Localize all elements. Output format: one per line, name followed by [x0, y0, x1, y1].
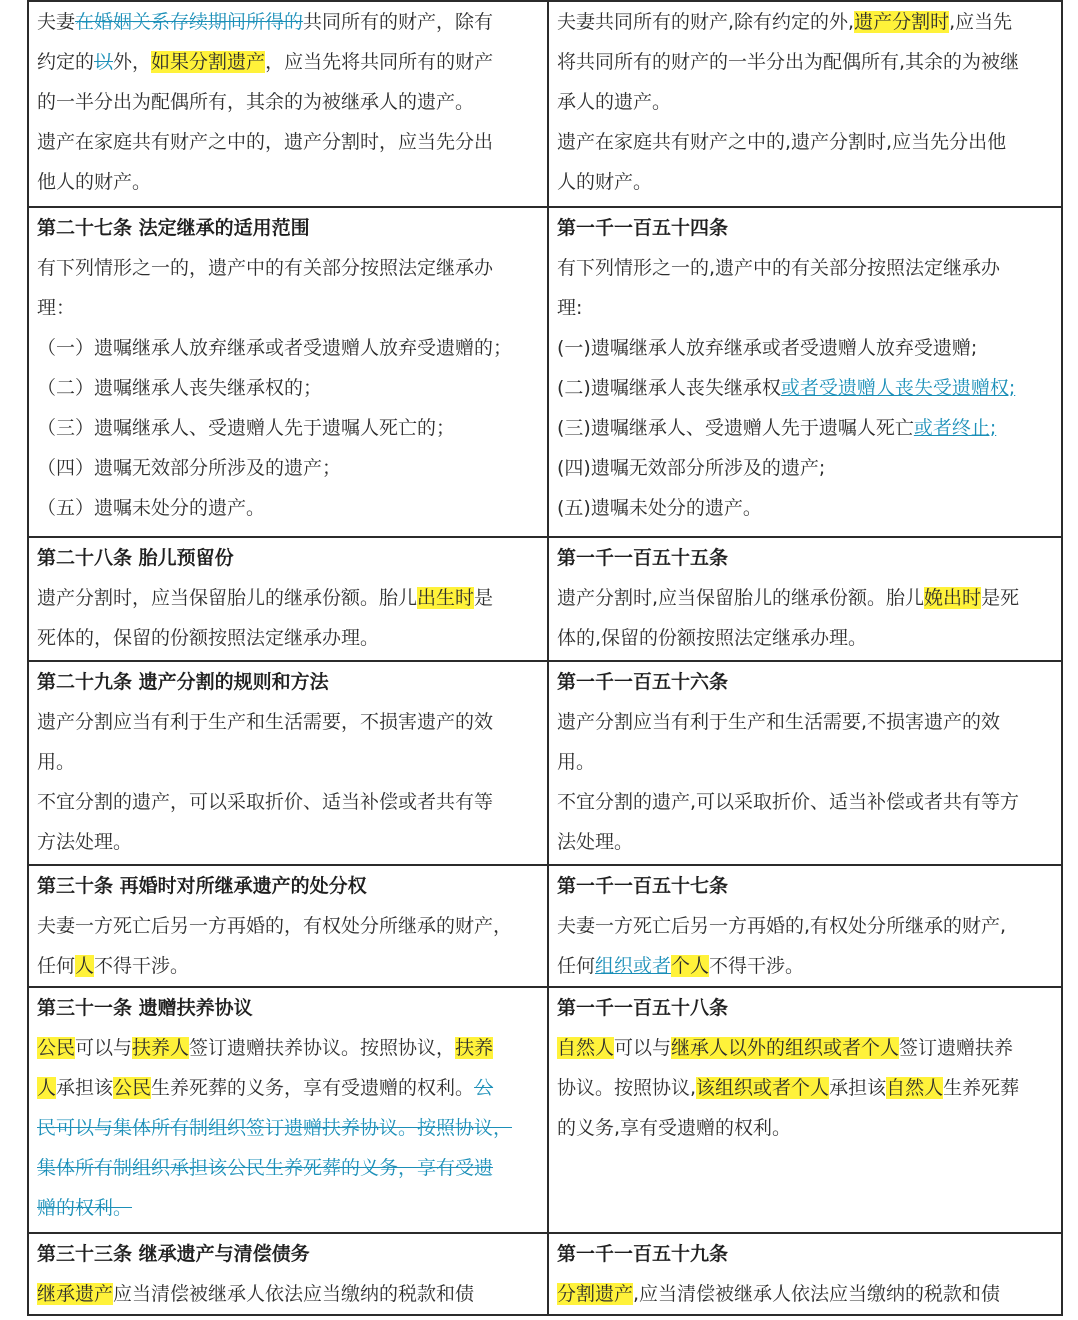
highlight: 人: [37, 1077, 57, 1099]
text-line: [557, 538, 1053, 578]
text-line: [557, 618, 1053, 658]
old-law-cell: [28, 661, 548, 865]
old-law-cell: [28, 1233, 548, 1315]
text-line: [557, 288, 1053, 328]
text-segment: 的一半分出为配偶所有，其余的为被继承人的遗产。: [37, 91, 475, 113]
deleted-text: 集体所有制组织承担该公民生养死葬的义务，享有受遗: [37, 1157, 494, 1179]
text-line: [557, 1108, 1053, 1148]
text-segment: 承人的遗产。: [557, 91, 672, 113]
text-segment: 应当清偿被继承人依法应当缴纳的税款和债: [113, 1283, 475, 1305]
text-segment: 遗产在家庭共有财产之中的,遗产分割时,应当先分出他: [557, 131, 1007, 153]
text-line: [557, 368, 1053, 408]
article-row: [28, 537, 1062, 661]
text-line: [37, 742, 539, 782]
text-segment: 夫妻一方死亡后另一方再婚的，有权处分所继承的财产，: [37, 915, 513, 937]
text-line: [37, 988, 539, 1028]
text-segment: ,应当清偿被继承人依法应当缴纳的税款和债: [633, 1283, 1001, 1305]
civil-code-cell: [548, 987, 1062, 1233]
text-segment: 可以与: [75, 1037, 133, 1059]
old-law-cell: [28, 537, 548, 661]
text-line: [37, 1148, 539, 1188]
highlight: 自然人: [557, 1037, 615, 1059]
text-segment: 夫妻一方死亡后另一方再婚的,有权处分所继承的财产,: [557, 915, 1007, 937]
civil-code-cell: [548, 661, 1062, 865]
text-line: [557, 488, 1053, 528]
text-segment: 签订遗赠扶养协议。按照协议，: [189, 1037, 456, 1059]
old-law-cell: [28, 207, 548, 537]
text-line: [37, 248, 539, 288]
text-segment: 任何: [37, 955, 76, 977]
text-segment: 遗产分割时，应当保留胎儿的继承份额。胎儿: [37, 587, 418, 609]
article-heading: 第三十三条 继承遗产与清偿债务: [37, 1243, 310, 1265]
text-segment: 承担该: [829, 1077, 887, 1099]
text-line: [37, 288, 539, 328]
text-line: [557, 866, 1053, 906]
text-segment: （二）遗嘱继承人丧失继承权的；: [37, 377, 323, 399]
text-segment: (三)遗嘱继承人、受遗赠人先于遗嘱人死亡: [557, 417, 914, 439]
text-segment: 体的,保留的份额按照法定继承办理。: [557, 627, 868, 649]
civil-code-cell: [548, 207, 1062, 537]
law-comparison-table: [27, 0, 1063, 1316]
text-line: [37, 42, 539, 82]
civil-code-cell: [548, 1233, 1062, 1315]
civil-code-cell: [548, 537, 1062, 661]
text-line: [37, 782, 539, 822]
highlight: 该组织或者个人: [696, 1077, 830, 1099]
text-line: [557, 408, 1053, 448]
text-line: [37, 328, 539, 368]
text-segment: 签订遗赠扶养: [899, 1037, 1014, 1059]
article-heading: 第二十八条 胎儿预留份: [37, 547, 234, 569]
text-segment: 共同所有的财产，除有: [303, 11, 494, 33]
text-segment: 夫妻: [37, 11, 76, 33]
highlight: 人: [75, 955, 95, 977]
text-segment: 不宜分割的遗产,可以采取折价、适当补偿或者共有等方: [557, 791, 1020, 813]
highlight: 继承遗产: [37, 1283, 114, 1305]
article-row: [28, 1, 1062, 207]
text-segment: 他人的财产。: [37, 171, 152, 193]
old-law-cell: [28, 1, 548, 207]
highlight: 自然人: [886, 1077, 944, 1099]
text-line: [557, 1274, 1053, 1314]
text-segment: 外，: [113, 51, 152, 73]
inserted-text: 或者受遗赠人丧失受遗赠权;: [780, 377, 1016, 399]
text-line: [557, 906, 1053, 946]
text-line: [37, 538, 539, 578]
text-segment: 遗产在家庭共有财产之中的，遗产分割时，应当先分出: [37, 131, 494, 153]
article-heading: 第一千一百五十七条: [557, 875, 729, 897]
text-line: [557, 248, 1053, 288]
article-heading: 第二十九条 遗产分割的规则和方法: [37, 671, 329, 693]
text-segment: ,应当先: [949, 11, 1013, 33]
text-segment: ，应当先将共同所有的财产: [265, 51, 494, 73]
text-segment: 不得干涉。: [94, 955, 190, 977]
highlight: 个人: [671, 955, 710, 977]
text-segment: 任何: [557, 955, 596, 977]
text-segment: 将共同所有的财产的一半分出为配偶所有,其余的为被继: [557, 51, 1020, 73]
highlight: 公民: [37, 1037, 76, 1059]
text-line: [557, 988, 1053, 1028]
old-law-cell: [28, 865, 548, 987]
text-segment: 理:: [557, 297, 583, 319]
text-line: [37, 1274, 539, 1314]
article-heading: 第三十一条 遗赠扶养协议: [37, 997, 253, 1019]
text-line: [557, 662, 1053, 702]
text-segment: 生养死葬的义务，享有受遗赠的权利。: [151, 1077, 475, 1099]
text-line: [37, 618, 539, 658]
text-line: [37, 1234, 539, 1274]
text-line: [37, 122, 539, 162]
text-line: [37, 368, 539, 408]
highlight: 扶养: [455, 1037, 494, 1059]
article-row: [28, 1233, 1062, 1315]
text-segment: (二)遗嘱继承人丧失继承权: [557, 377, 781, 399]
civil-code-cell: [548, 865, 1062, 987]
text-line: [557, 782, 1053, 822]
text-line: [37, 1108, 539, 1148]
highlight: 遗产分割时: [854, 11, 950, 33]
article-heading: 第三十条 再婚时对所继承遗产的处分权: [37, 875, 367, 897]
text-line: [557, 742, 1053, 782]
text-segment: 死体的，保留的份额按照法定继承办理。: [37, 627, 380, 649]
article-heading: 第一千一百五十八条: [557, 997, 729, 1019]
article-heading: 第一千一百五十六条: [557, 671, 729, 693]
text-segment: 方法处理。: [37, 831, 133, 853]
text-segment: 生养死葬: [943, 1077, 1020, 1099]
highlight: 继承人以外的组织或者个人: [671, 1037, 900, 1059]
deleted-text: 赠的权利。: [37, 1197, 133, 1219]
article-heading: 第一千一百五十五条: [557, 547, 729, 569]
text-segment: 用。: [557, 751, 596, 773]
text-line: [557, 122, 1053, 162]
text-segment: （四）遗嘱无效部分所涉及的遗产；: [37, 457, 342, 479]
deleted-text: 公: [474, 1077, 494, 1099]
text-line: [37, 702, 539, 742]
text-line: [37, 448, 539, 488]
text-segment: 不宜分割的遗产，可以采取折价、适当补偿或者共有等: [37, 791, 494, 813]
article-row: [28, 987, 1062, 1233]
text-segment: 约定的: [37, 51, 95, 73]
text-segment: 遗产分割应当有利于生产和生活需要,不损害遗产的效: [557, 711, 1001, 733]
text-line: [37, 662, 539, 702]
text-segment: 有下列情形之一的，遗产中的有关部分按照法定继承办: [37, 257, 494, 279]
text-segment: 法处理。: [557, 831, 634, 853]
text-segment: 用。: [37, 751, 76, 773]
article-row: [28, 865, 1062, 987]
text-line: [37, 208, 539, 248]
text-segment: 是: [474, 587, 494, 609]
text-segment: (一)遗嘱继承人放弃继承或者受遗赠人放弃受遗赠;: [557, 337, 978, 359]
text-segment: 协议。按照协议,: [557, 1077, 697, 1099]
text-line: [557, 328, 1053, 368]
text-line: [557, 448, 1053, 488]
highlight: 扶养人: [132, 1037, 190, 1059]
highlight: 娩出时: [924, 587, 982, 609]
inserted-text: 或者终止;: [913, 417, 997, 439]
text-line: [37, 1028, 539, 1068]
text-line: [557, 2, 1053, 42]
inserted-text: 组织或者: [595, 955, 672, 977]
text-line: [37, 82, 539, 122]
text-segment: 理：: [37, 297, 76, 319]
comparison-document: [27, 0, 1059, 1312]
text-line: [37, 488, 539, 528]
deleted-text: 以: [94, 51, 114, 73]
text-segment: 遗产分割时,应当保留胎儿的继承份额。胎儿: [557, 587, 925, 609]
text-segment: （五）遗嘱未处分的遗产。: [37, 497, 266, 519]
text-segment: （一）遗嘱继承人放弃继承或者受遗赠人放弃受遗赠的；: [37, 337, 513, 359]
text-line: [37, 822, 539, 862]
article-heading: 第一千一百五十四条: [557, 217, 729, 239]
highlight: 出生时: [417, 587, 475, 609]
highlight: 分割遗产: [557, 1283, 634, 1305]
text-line: [557, 1234, 1053, 1274]
text-line: [557, 702, 1053, 742]
text-line: [37, 1068, 539, 1108]
text-line: [557, 578, 1053, 618]
text-line: [557, 822, 1053, 862]
text-line: [37, 408, 539, 448]
text-line: [37, 906, 539, 946]
highlight: 如果分割遗产: [151, 51, 266, 73]
text-segment: 夫妻共同所有的财产,除有约定的外,: [557, 11, 855, 33]
text-line: [557, 1028, 1053, 1068]
article-row: [28, 661, 1062, 865]
text-segment: 人的财产。: [557, 171, 653, 193]
text-segment: (五)遗嘱未处分的遗产。: [557, 497, 762, 519]
highlight: 公民: [113, 1077, 152, 1099]
text-line: [557, 82, 1053, 122]
text-line: [557, 162, 1053, 202]
text-line: [37, 946, 539, 986]
article-heading: 第二十七条 法定继承的适用范围: [37, 217, 310, 239]
text-segment: 不得干涉。: [709, 955, 805, 977]
text-segment: 是死: [981, 587, 1020, 609]
old-law-cell: [28, 987, 548, 1233]
text-line: [37, 162, 539, 202]
text-segment: 可以与: [614, 1037, 672, 1059]
text-segment: 的义务,享有受遗赠的权利。: [557, 1117, 792, 1139]
text-segment: （三）遗嘱继承人、受遗赠人先于遗嘱人死亡的；: [37, 417, 456, 439]
deleted-text: 民可以与集体所有制组织签订遗赠扶养协议。按照协议，: [37, 1117, 513, 1139]
text-line: [37, 1188, 539, 1228]
text-segment: 有下列情形之一的,遗产中的有关部分按照法定继承办: [557, 257, 1001, 279]
article-row: [28, 207, 1062, 537]
text-line: [37, 578, 539, 618]
text-segment: 遗产分割应当有利于生产和生活需要，不损害遗产的效: [37, 711, 494, 733]
text-segment: (四)遗嘱无效部分所涉及的遗产;: [557, 457, 826, 479]
text-line: [557, 208, 1053, 248]
text-line: [557, 42, 1053, 82]
civil-code-cell: [548, 1, 1062, 207]
text-segment: 承担该: [56, 1077, 114, 1099]
deleted-text: 在婚姻关系存续期间所得的: [75, 11, 304, 33]
text-line: [557, 1068, 1053, 1108]
article-heading: 第一千一百五十九条: [557, 1243, 729, 1265]
text-line: [37, 2, 539, 42]
text-line: [557, 946, 1053, 986]
text-line: [37, 866, 539, 906]
